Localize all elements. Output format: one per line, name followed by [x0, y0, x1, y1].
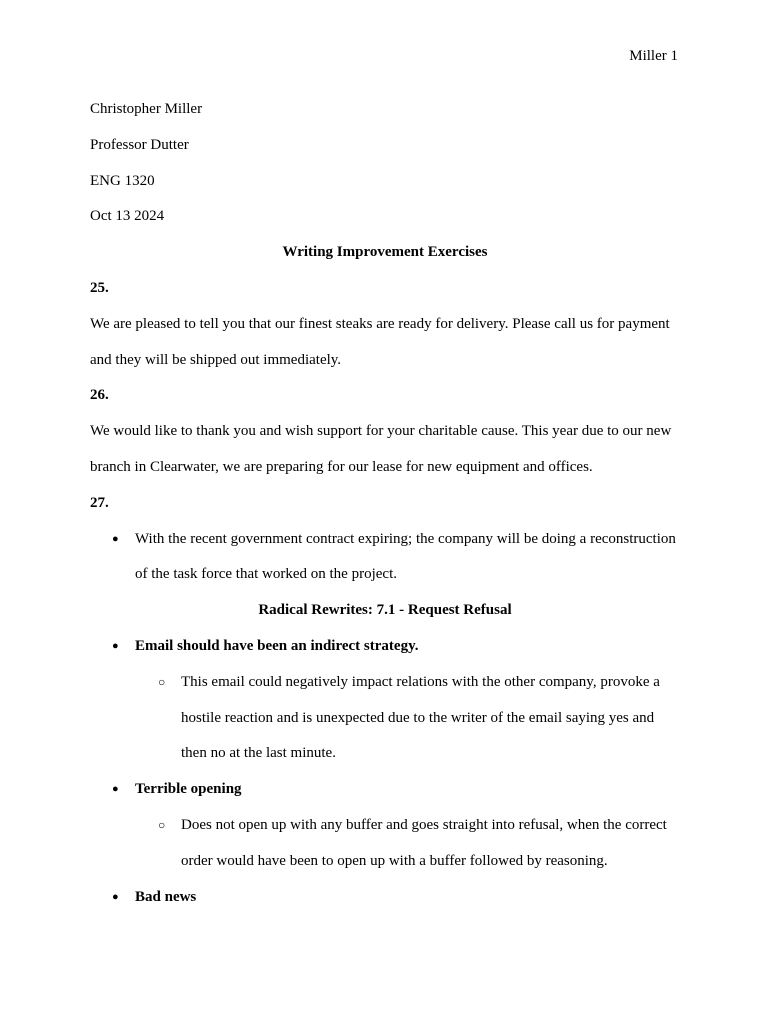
sub-bullet-item: [90, 808, 680, 880]
bullet-marker: ●: [112, 783, 119, 796]
exercise-number: 27.: [90, 494, 109, 511]
sub-bullet-item: [90, 665, 680, 772]
sub-bullet-text: This email could negatively impact relations with the other company, provoke a hostile reaction and is unexpected due to the writer of the email saying yes and then no at the last minute.: [181, 673, 660, 762]
bullet-marker: ●: [112, 532, 119, 545]
bullet-marker: ●: [112, 639, 119, 652]
bullet-marker: ●: [112, 890, 119, 903]
exercise-text: We would like to thank you and wish support for your charitable cause. This year due to our new branch in Clearwater, we are preparing for our lease for new equipment and offices.: [90, 423, 672, 475]
bullet-item: [90, 772, 680, 808]
exercise-text: We are pleased to tell you that our finest steaks are ready for delivery. Please call us for payment and they will be shipped out immediately.: [90, 315, 670, 368]
document-title: Writing Improvement Exercises: [282, 244, 488, 261]
bullet-text: With the recent government contract expiring; the company will be doing a reconstruction of the task force that worked on the project.: [135, 530, 676, 583]
page-header: Miller 1: [629, 48, 678, 64]
bullet-item: [90, 880, 680, 916]
sub-bullet-marker: ○: [158, 674, 166, 689]
bullet-item: [90, 522, 680, 594]
sub-bullet-text: Does not open up with any buffer and goes straight into refusal, when the correct order would have been to open up with a buffer followed by reasoning.: [181, 816, 667, 869]
bullet-heading: Email should have been an indirect strategy.: [135, 637, 419, 654]
section-title: Radical Rewrites: 7.1 - Request Refusal: [258, 602, 512, 619]
document-body: [90, 92, 680, 915]
bullet-heading: Terrible opening: [135, 781, 242, 798]
exercise-number: 26.: [90, 387, 109, 404]
sub-bullet-marker: ○: [158, 817, 166, 832]
course-code: ENG 1320: [90, 172, 155, 189]
exercise-number: 25.: [90, 279, 109, 296]
bullet-heading: Bad news: [135, 888, 197, 905]
bullet-item: [90, 629, 680, 665]
student-name: Christopher Miller: [90, 101, 203, 117]
document-date: Oct 13 2024: [90, 208, 165, 225]
professor-name: Professor Dutter: [90, 136, 189, 153]
